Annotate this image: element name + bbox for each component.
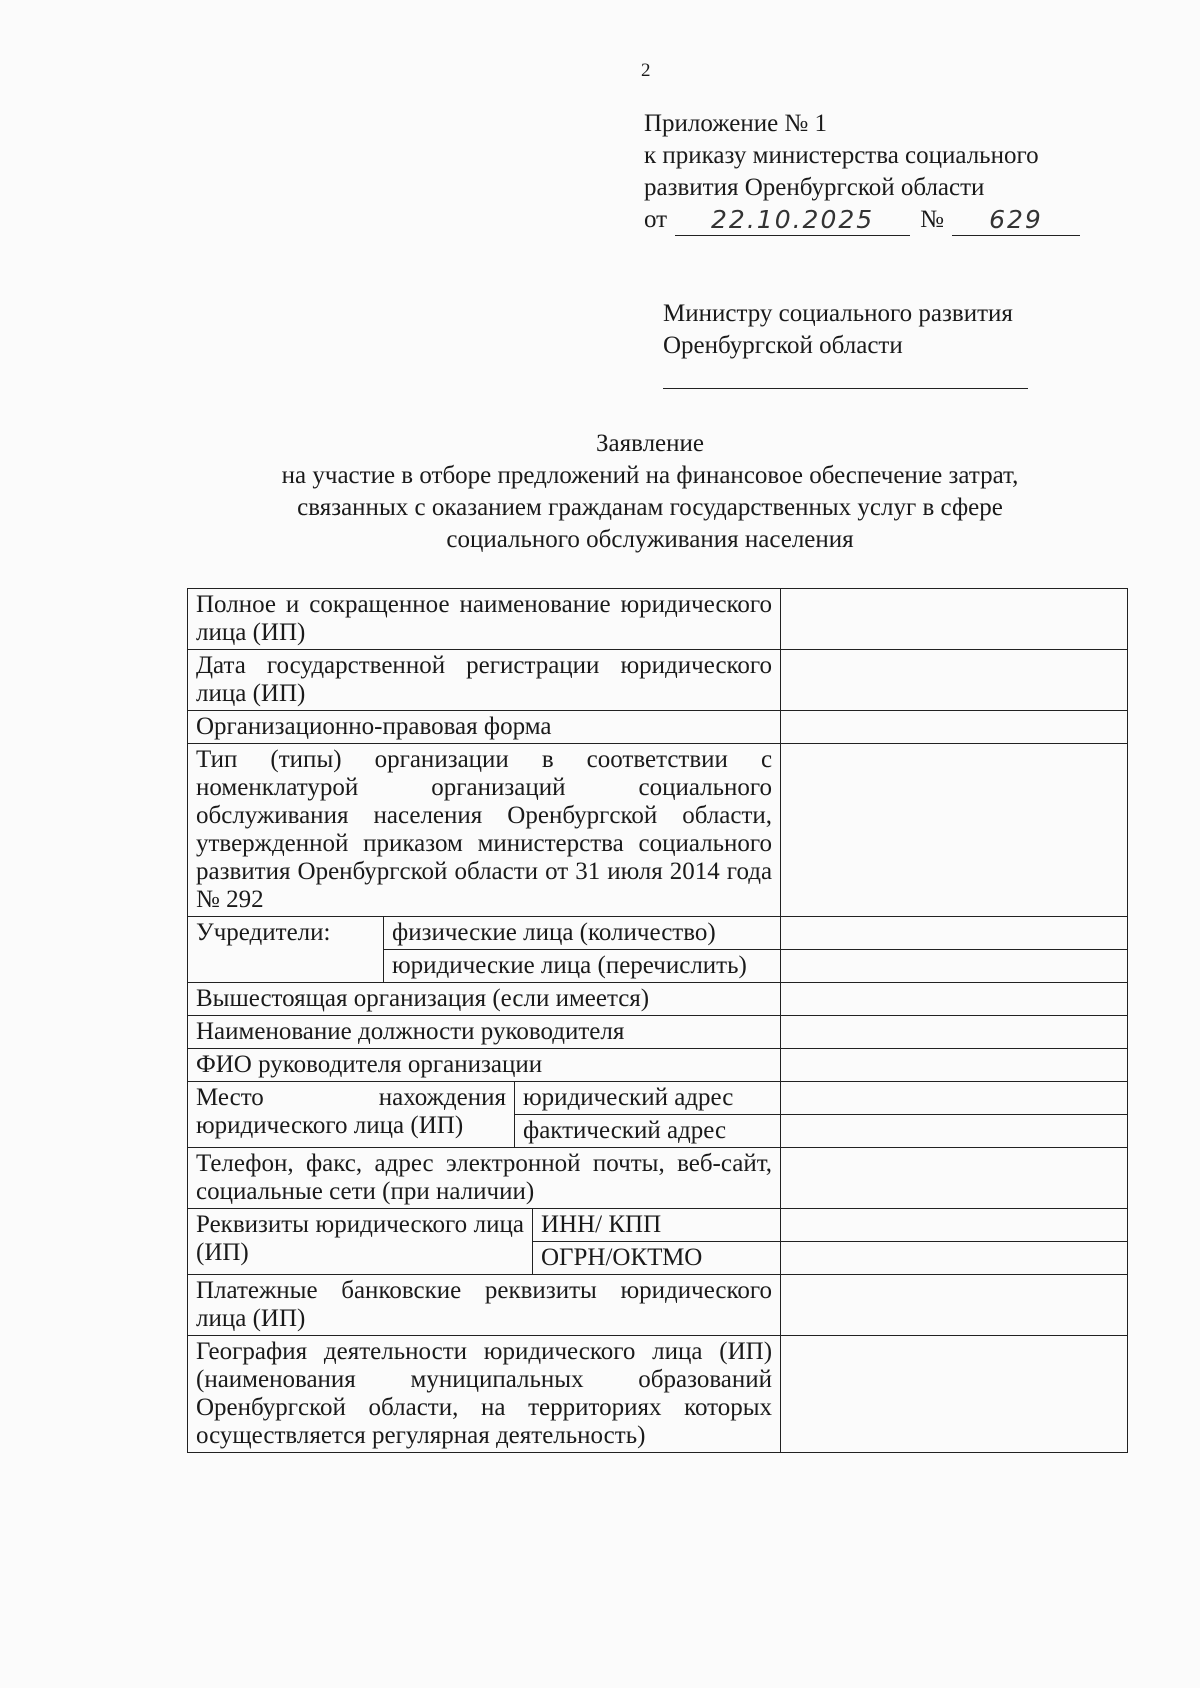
head-position-label: Наименование должности руководителя bbox=[188, 1016, 781, 1049]
table-row bbox=[188, 1049, 1128, 1082]
org-type-value[interactable] bbox=[781, 744, 1128, 917]
location-label: Место нахождения юридического лица (ИП) bbox=[188, 1082, 515, 1148]
table-row bbox=[188, 983, 1128, 1016]
table-row bbox=[188, 744, 1128, 917]
appendix-line-2: к приказу министерства социального bbox=[644, 142, 1039, 169]
head-name-value[interactable] bbox=[781, 1049, 1128, 1082]
geography-value[interactable] bbox=[781, 1336, 1128, 1453]
founders-legal-value[interactable] bbox=[781, 950, 1128, 983]
appendix-title: Приложение № 1 bbox=[644, 110, 828, 137]
parent-org-value[interactable] bbox=[781, 983, 1128, 1016]
document-heading bbox=[180, 428, 1120, 556]
application-form-table bbox=[187, 588, 1128, 1453]
head-position-value[interactable] bbox=[781, 1016, 1128, 1049]
contacts-label: Телефон, факс, адрес электронной почты, веб-сайт, социальные сети (при наличии) bbox=[188, 1148, 781, 1209]
actual-address-value[interactable] bbox=[781, 1115, 1128, 1148]
parent-org-label: Вышестоящая организация (если имеется) bbox=[188, 983, 781, 1016]
org-type-label: Тип (типы) организации в соответствии с номенклатурой организаций социального обслуживания населения Оренбургской области, утвержденной приказом министерства социального развития Оренбургской области от 31 июля 2014 года № 292 bbox=[188, 744, 781, 917]
table-row bbox=[188, 917, 1128, 950]
requisites-label: Реквизиты юридического лица (ИП) bbox=[188, 1209, 533, 1275]
full-name-label: Полное и сокращенное наименование юридического лица (ИП) bbox=[188, 589, 781, 650]
contacts-value[interactable] bbox=[781, 1148, 1128, 1209]
full-name-value[interactable] bbox=[781, 589, 1128, 650]
table-row bbox=[188, 711, 1128, 744]
table-row bbox=[188, 1082, 1128, 1115]
addressee-line-2: Оренбургской области bbox=[663, 332, 903, 359]
from-label: от bbox=[644, 206, 668, 233]
number-label: № bbox=[920, 206, 944, 233]
addressee-block bbox=[663, 298, 1013, 362]
inn-kpp-value[interactable] bbox=[781, 1209, 1128, 1242]
bank-requisites-label: Платежные банковские реквизиты юридического лица (ИП) bbox=[188, 1275, 781, 1336]
legal-address-value[interactable] bbox=[781, 1082, 1128, 1115]
table-row bbox=[188, 1016, 1128, 1049]
order-date-line bbox=[644, 204, 1080, 236]
reg-date-value[interactable] bbox=[781, 650, 1128, 711]
table-row bbox=[188, 1336, 1128, 1453]
table-row bbox=[188, 1275, 1128, 1336]
page-number: 2 bbox=[641, 60, 651, 81]
appendix-block bbox=[644, 108, 1080, 236]
addressee-signature-line bbox=[663, 388, 1028, 389]
order-number-field: 629 bbox=[952, 205, 1080, 236]
ogrn-oktmo-label: ОГРН/ОКТМО bbox=[533, 1242, 781, 1275]
actual-address-label: фактический адрес bbox=[515, 1115, 781, 1148]
legal-form-label: Организационно-правовая форма bbox=[188, 711, 781, 744]
bank-requisites-value[interactable] bbox=[781, 1275, 1128, 1336]
heading-title: Заявление bbox=[595, 430, 705, 457]
order-date-field: 22.10.2025 bbox=[675, 205, 910, 236]
table-row bbox=[188, 589, 1128, 650]
table-row bbox=[188, 1148, 1128, 1209]
heading-line-1: на участие в отборе предложений на финансовое обеспечение затрат, bbox=[281, 462, 1019, 489]
ogrn-oktmo-value[interactable] bbox=[781, 1242, 1128, 1275]
appendix-line-3: развития Оренбургской области bbox=[644, 174, 985, 201]
heading-line-3: социального обслуживания населения bbox=[446, 526, 854, 553]
head-name-label: ФИО руководителя организации bbox=[188, 1049, 781, 1082]
founders-individuals-value[interactable] bbox=[781, 917, 1128, 950]
founders-individuals-label: физические лица (количество) bbox=[384, 917, 781, 950]
founders-legal-label: юридические лица (перечислить) bbox=[384, 950, 781, 983]
inn-kpp-label: ИНН/ КПП bbox=[533, 1209, 781, 1242]
founders-label: Учредители: bbox=[188, 917, 384, 983]
geography-label: География деятельности юридического лица (ИП) (наименования муниципальных образований Оренбургской области, на территориях которых осуществляется регулярная деятельность) bbox=[188, 1336, 781, 1453]
table-row bbox=[188, 650, 1128, 711]
reg-date-label: Дата государственной регистрации юридического лица (ИП) bbox=[188, 650, 781, 711]
legal-address-label: юридический адрес bbox=[515, 1082, 781, 1115]
heading-line-2: связанных с оказанием гражданам государственных услуг в сфере bbox=[297, 494, 1003, 521]
addressee-line-1: Министру социального развития bbox=[663, 300, 1013, 327]
legal-form-value[interactable] bbox=[781, 711, 1128, 744]
table-row bbox=[188, 1209, 1128, 1242]
